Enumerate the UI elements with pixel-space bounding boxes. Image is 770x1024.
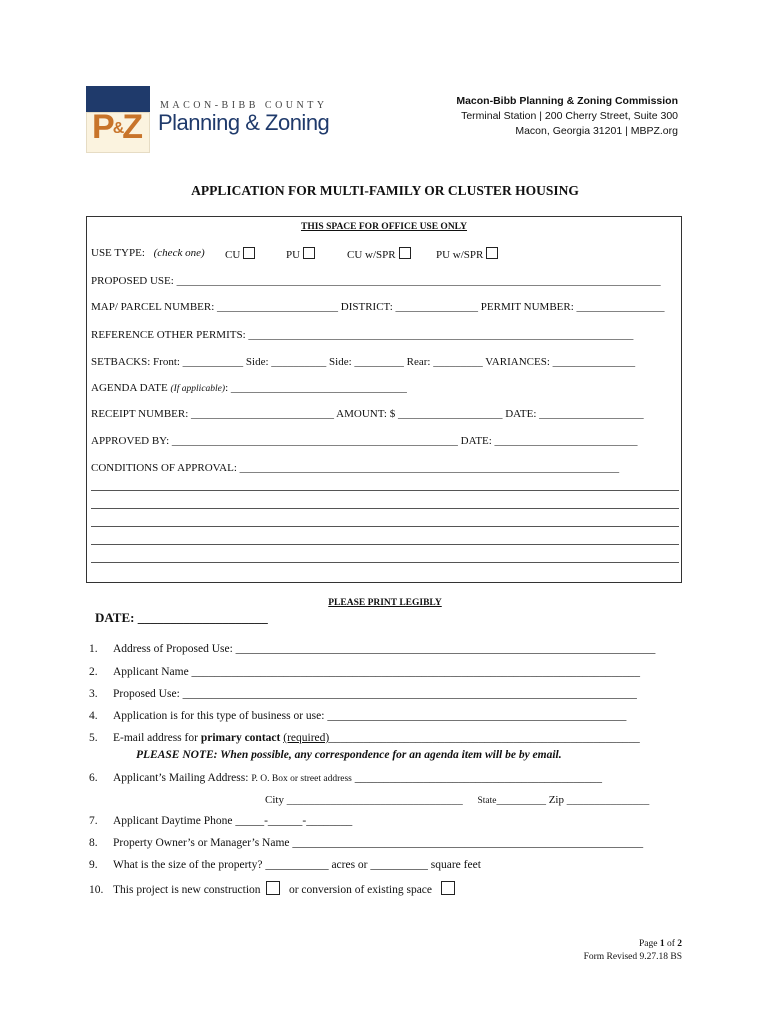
commission-city: Macon, Georgia 31201 | MBPZ.org	[515, 125, 678, 137]
item-number: 7.	[89, 815, 98, 827]
item-text-2: or conversion of existing space	[288, 884, 433, 896]
opt-pu-label: PU	[286, 249, 301, 261]
item-property-size[interactable]	[89, 859, 481, 871]
receipt-row[interactable]: RECEIPT NUMBER: __________________________ AMOUNT: $ ___________________ DATE: ___________________	[91, 408, 644, 420]
page-total: 2	[677, 939, 682, 949]
item-number: 3.	[89, 688, 98, 700]
item-number: 6.	[89, 772, 98, 784]
page-current: 1	[659, 939, 665, 949]
opt-pu-spr	[436, 247, 498, 261]
conditions-row[interactable]: CONDITIONS OF APPROVAL: _____________________________________________________________________	[91, 462, 620, 474]
item-text: Applicant’s Mailing Address:	[113, 772, 249, 784]
agenda-date-row[interactable]	[91, 382, 407, 394]
logo-name-text: Planning & Zoning	[158, 110, 330, 135]
state-label: State	[477, 796, 497, 806]
city-label: City	[265, 794, 284, 806]
email-note: PLEASE NOTE: When possible, any correspondence for an agenda item will be by email.	[136, 749, 562, 761]
opt-cu-spr-checkbox[interactable]	[399, 247, 411, 259]
city-line: ________________________________	[286, 794, 463, 806]
proposed-use-field[interactable]: PROPOSED USE: ________________________________________________________________________________________	[91, 275, 661, 287]
item-text: What is the size of the property? ___________ acres or __________ square feet	[113, 859, 481, 871]
form-title: APPLICATION FOR MULTI-FAMILY OR CLUSTER HOUSING	[191, 183, 579, 198]
page-number	[584, 938, 682, 951]
item-text: E-mail address for	[113, 732, 201, 744]
city-state-zip-row[interactable]	[265, 794, 649, 806]
item-number: 2.	[89, 666, 98, 678]
use-type-row	[91, 247, 205, 259]
page-of: of	[666, 939, 675, 949]
logo-county-text: MACON-BIBB COUNTY	[160, 100, 328, 111]
opt-pu-spr-checkbox[interactable]	[486, 247, 498, 259]
item-text: Applicant Daytime Phone _____-______-________	[113, 815, 353, 827]
item-line: ______________________________________________________	[329, 732, 640, 744]
opt-cu	[225, 247, 255, 261]
setbacks-row[interactable]: SETBACKS: Front: ___________ Side: __________ Side: _________ Rear: _________ VARIANCES: _______________	[91, 356, 636, 368]
opt-cu-spr-label: CU w/SPR	[347, 249, 396, 261]
form-revised: Form Revised 9.27.18 BS	[583, 952, 682, 962]
item-number: 1.	[89, 643, 98, 655]
conditions-line[interactable]	[91, 562, 679, 563]
opt-pu	[286, 247, 315, 261]
item-number: 8.	[89, 837, 98, 849]
state-line: _________	[496, 794, 546, 806]
pz-logo	[86, 86, 150, 153]
new-construction-checkbox[interactable]	[266, 881, 280, 895]
item-text: Address of Proposed Use: _________________________________________________________________________	[113, 643, 656, 655]
page-label: Page	[638, 939, 658, 949]
opt-cu-spr	[347, 247, 411, 261]
print-legibly-note: PLEASE PRINT LEGIBLY	[328, 598, 442, 608]
map-parcel-row[interactable]: MAP/ PARCEL NUMBER: ______________________ DISTRICT: _______________ PERMIT NUMBER: ________________	[91, 301, 665, 313]
item-text: Proposed Use: _______________________________________________________________________________	[113, 688, 637, 700]
reference-permits-field[interactable]: REFERENCE OTHER PERMITS: ______________________________________________________________________	[91, 329, 634, 341]
check-one-note: (check one)	[153, 247, 205, 259]
primary-contact-label: primary contact	[200, 732, 281, 744]
required-label: (required)	[283, 732, 330, 744]
zip-line: _______________	[566, 794, 650, 806]
item-text: This project is new construction	[113, 884, 261, 896]
conversion-checkbox[interactable]	[441, 881, 455, 895]
item-number: 4.	[89, 710, 98, 722]
opt-pu-checkbox[interactable]	[303, 247, 315, 259]
item-text: Applicant Name ______________________________________________________________________________	[113, 666, 641, 678]
item-number: 10.	[89, 884, 104, 896]
commission-address	[456, 94, 678, 139]
application-date-field[interactable]: DATE: ____________________	[95, 610, 268, 625]
item-applicant-name[interactable]	[89, 666, 640, 678]
agenda-date-line: : ________________________________	[225, 382, 407, 394]
zip-label: Zip	[548, 794, 564, 806]
item-construction-type	[89, 881, 455, 896]
page-footer	[584, 938, 682, 964]
conditions-line[interactable]	[91, 544, 679, 545]
conditions-line[interactable]	[91, 526, 679, 527]
item-mailing-address[interactable]	[89, 772, 602, 784]
conditions-line[interactable]	[91, 508, 679, 509]
item-text: Application is for this type of business or use: ____________________________________________________	[113, 710, 627, 722]
item-text: Property Owner’s or Manager’s Name _____________________________________________________________	[113, 837, 644, 849]
item-owner-name[interactable]	[89, 837, 643, 849]
use-type-label: USE TYPE:	[91, 247, 145, 259]
opt-pu-spr-label: PU w/SPR	[436, 249, 484, 261]
item-number: 5.	[89, 732, 98, 744]
opt-cu-checkbox[interactable]	[243, 247, 255, 259]
approved-row[interactable]: APPROVED BY: ____________________________________________________ DATE: __________________________	[91, 435, 638, 447]
po-box-hint: P. O. Box or street address	[251, 774, 352, 784]
agenda-date-label: AGENDA DATE	[91, 382, 168, 394]
commission-street: Terminal Station | 200 Cherry Street, Suite 300	[461, 110, 678, 122]
office-use-box	[86, 216, 682, 583]
agenda-date-note: (If applicable)	[170, 384, 226, 394]
item-phone[interactable]	[89, 815, 352, 827]
logo-monogram: P&Z	[92, 108, 142, 146]
item-address[interactable]	[89, 643, 655, 655]
commission-name: Macon-Bibb Planning & Zoning Commission	[456, 95, 678, 107]
conditions-line[interactable]	[91, 490, 679, 491]
office-use-heading: THIS SPACE FOR OFFICE USE ONLY	[300, 222, 468, 232]
item-number: 9.	[89, 859, 98, 871]
opt-cu-label: CU	[225, 249, 241, 261]
item-email[interactable]	[89, 732, 640, 744]
item-business-type[interactable]	[89, 710, 626, 722]
item-line: ___________________________________________	[354, 772, 602, 784]
item-proposed-use[interactable]	[89, 688, 637, 700]
